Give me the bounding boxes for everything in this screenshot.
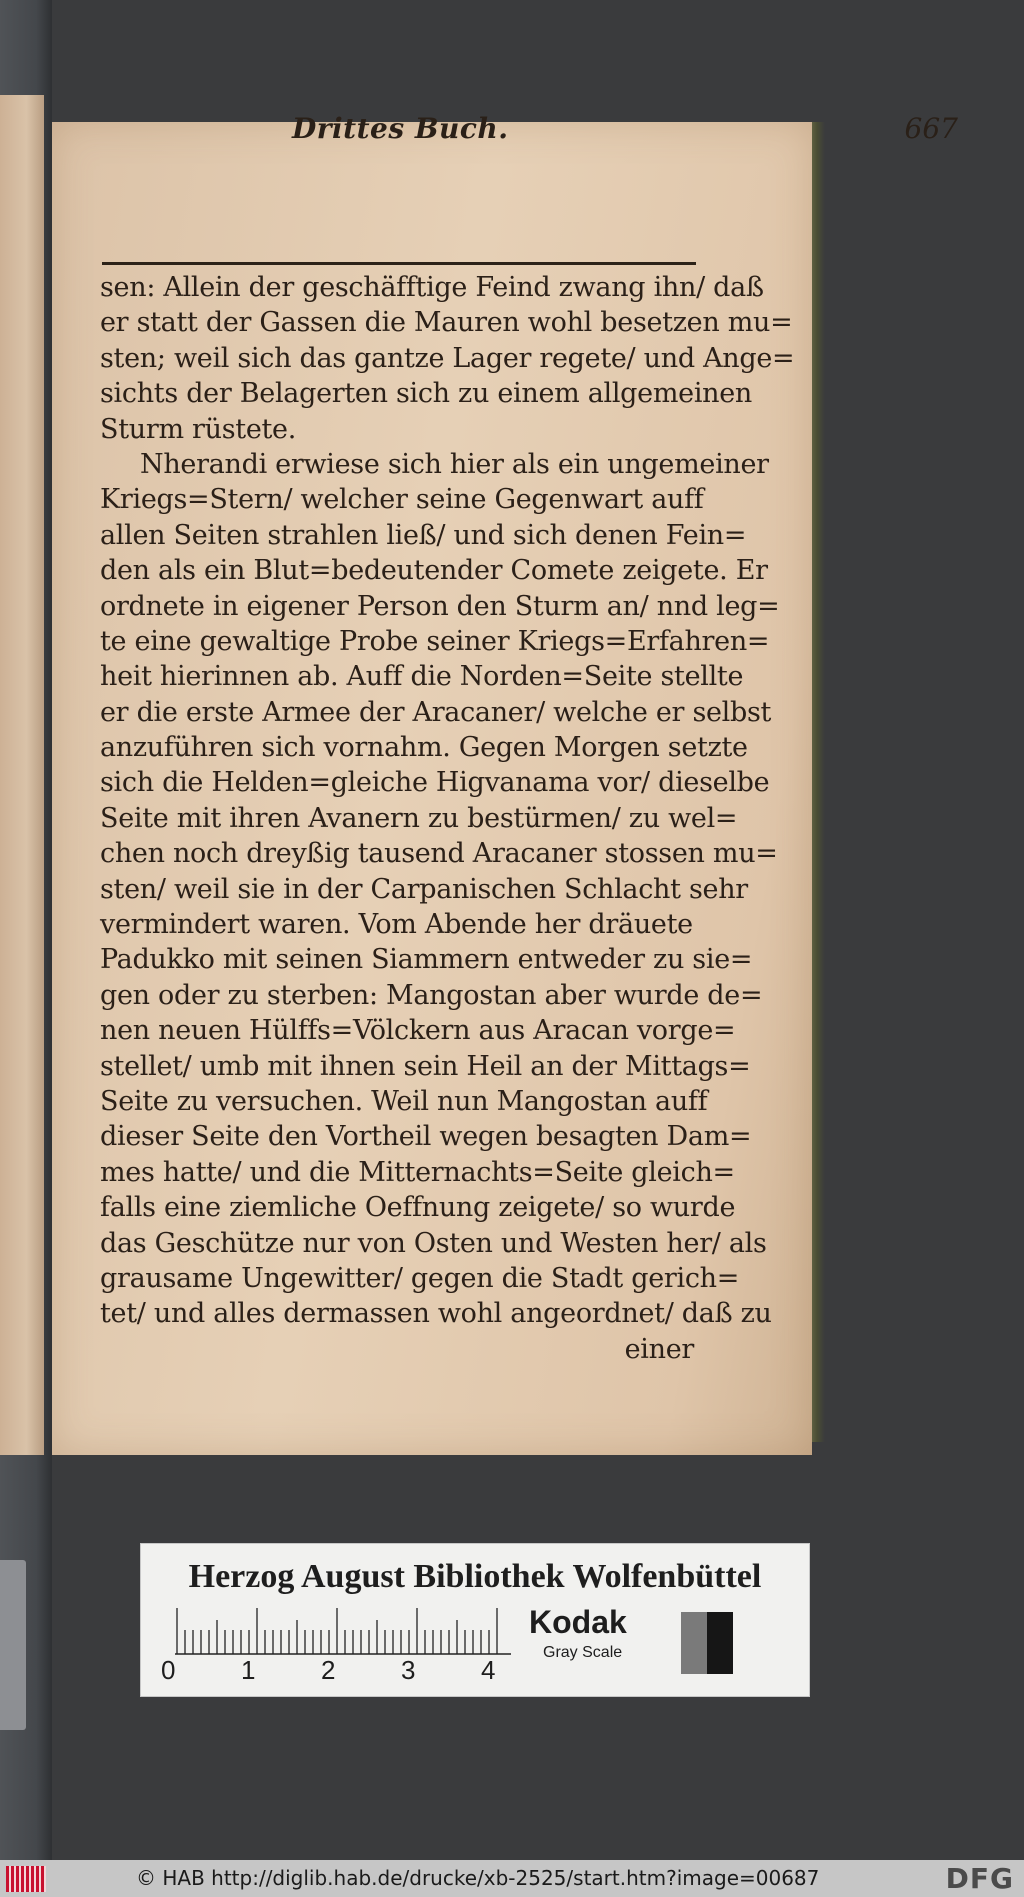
ruler-digit: 0	[161, 1655, 176, 1685]
text-line: Seite mit ihren Avanern zu bestürmen/ zu wel=	[100, 802, 738, 834]
page-header	[52, 112, 958, 152]
ruler-digit: 1	[241, 1655, 256, 1685]
gray-swatch	[681, 1612, 733, 1674]
text-line: sichts der Belagerten sich zu einem allgemeinen	[100, 378, 753, 410]
text-line: heit hierinnen ab. Auff die Norden=Seite stellte	[100, 661, 744, 693]
running-title: Drittes Buch.	[292, 112, 509, 145]
text-line: sten; weil sich das gantze Lager regete/ und Ange=	[100, 342, 795, 374]
library-name: Herzog August Bibliothek Wolfenbüttel	[188, 1558, 762, 1595]
ruler-digit: 4	[481, 1655, 496, 1685]
text-line: nen neuen Hülffs=Völckern aus Aracan vorge=	[100, 1015, 736, 1047]
text-line: sten/ weil sie in der Carpanischen Schlacht sehr	[100, 873, 748, 905]
left-clip	[0, 1560, 26, 1730]
text-line: Padukko mit seinen Siammern entweder zu sie=	[100, 944, 753, 976]
footer-credit: © HAB http://diglib.hab.de/drucke/xb-2525/start.htm?image=00687	[136, 1866, 820, 1890]
page-number: 667	[904, 112, 958, 145]
ruler-digits	[161, 1655, 501, 1685]
text-line: Seite zu versuchen. Weil nun Mangostan auff	[100, 1085, 708, 1117]
library-color-target	[140, 1543, 810, 1697]
page-text	[100, 270, 795, 1367]
text-line: gen oder zu sterben: Mangostan aber wurde de=	[100, 979, 763, 1011]
text-line: allen Seiten strahlen ließ/ und sich denen Fein=	[100, 519, 747, 551]
text-line: mes hatte/ und die Mitternachts=Seite gleich=	[100, 1156, 735, 1188]
text-line: Nherandi erwiese sich hier als ein ungemeiner	[140, 448, 769, 480]
text-line: chen noch dreyßig tausend Aracaner stossen mu=	[100, 838, 778, 870]
text-line: ordnete in eigener Person den Sturm an/ nnd leg=	[100, 590, 780, 622]
text-line: dieser Seite den Vortheil wegen besagten Dam=	[100, 1121, 752, 1153]
text-line: falls eine ziemliche Oeffnung zeigete/ so wurde	[100, 1192, 736, 1224]
dfg-logo: DFG	[945, 1862, 1014, 1895]
text-line: anzuführen sich vornahm. Gegen Morgen setzte	[100, 732, 748, 764]
text-line: er statt der Gassen die Mauren wohl besetzen mu=	[100, 307, 793, 339]
text-line: vermindert waren. Vom Abende her dräuete	[100, 909, 693, 941]
gray-scale-label: Gray Scale	[543, 1644, 623, 1661]
text-line: grausame Ungewitter/ gegen die Stadt gerich=	[100, 1262, 740, 1294]
footer-bar	[0, 1860, 1024, 1897]
ruler-scale	[175, 1606, 511, 1656]
previous-page-edge	[0, 95, 44, 1455]
ruler-digit: 3	[401, 1655, 416, 1685]
kodak-brand: Kodak	[529, 1604, 627, 1640]
text-line: stellet/ umb mit ihnen sein Heil an der Mittags=	[100, 1050, 751, 1082]
text-line: er die erste Armee der Aracaner/ welche er selbst	[100, 696, 772, 728]
text-line: Kriegs=Stern/ welcher seine Gegenwart auff	[100, 484, 704, 516]
text-line: te eine gewaltige Probe seiner Kriegs=Erfahren=	[100, 625, 770, 657]
text-line: das Geschütze nur von Osten und Westen her/ als	[100, 1227, 767, 1259]
ruler-digit: 2	[321, 1655, 336, 1685]
header-rule	[102, 262, 696, 265]
text-line: sen: Allein der geschäfftige Feind zwang ihn/ daß	[100, 272, 764, 303]
text-line: tet/ und alles dermassen wohl angeordnet/ daß zu	[100, 1298, 772, 1330]
text-line: sich die Helden=gleiche Higvanama vor/ dieselbe	[100, 767, 770, 799]
text-line: den als ein Blut=bedeutender Comete zeigete. Er	[100, 555, 768, 587]
catchword: einer	[624, 1333, 694, 1365]
dfg-barcode-icon	[6, 1866, 46, 1892]
text-line: Sturm rüstete.	[100, 413, 297, 445]
